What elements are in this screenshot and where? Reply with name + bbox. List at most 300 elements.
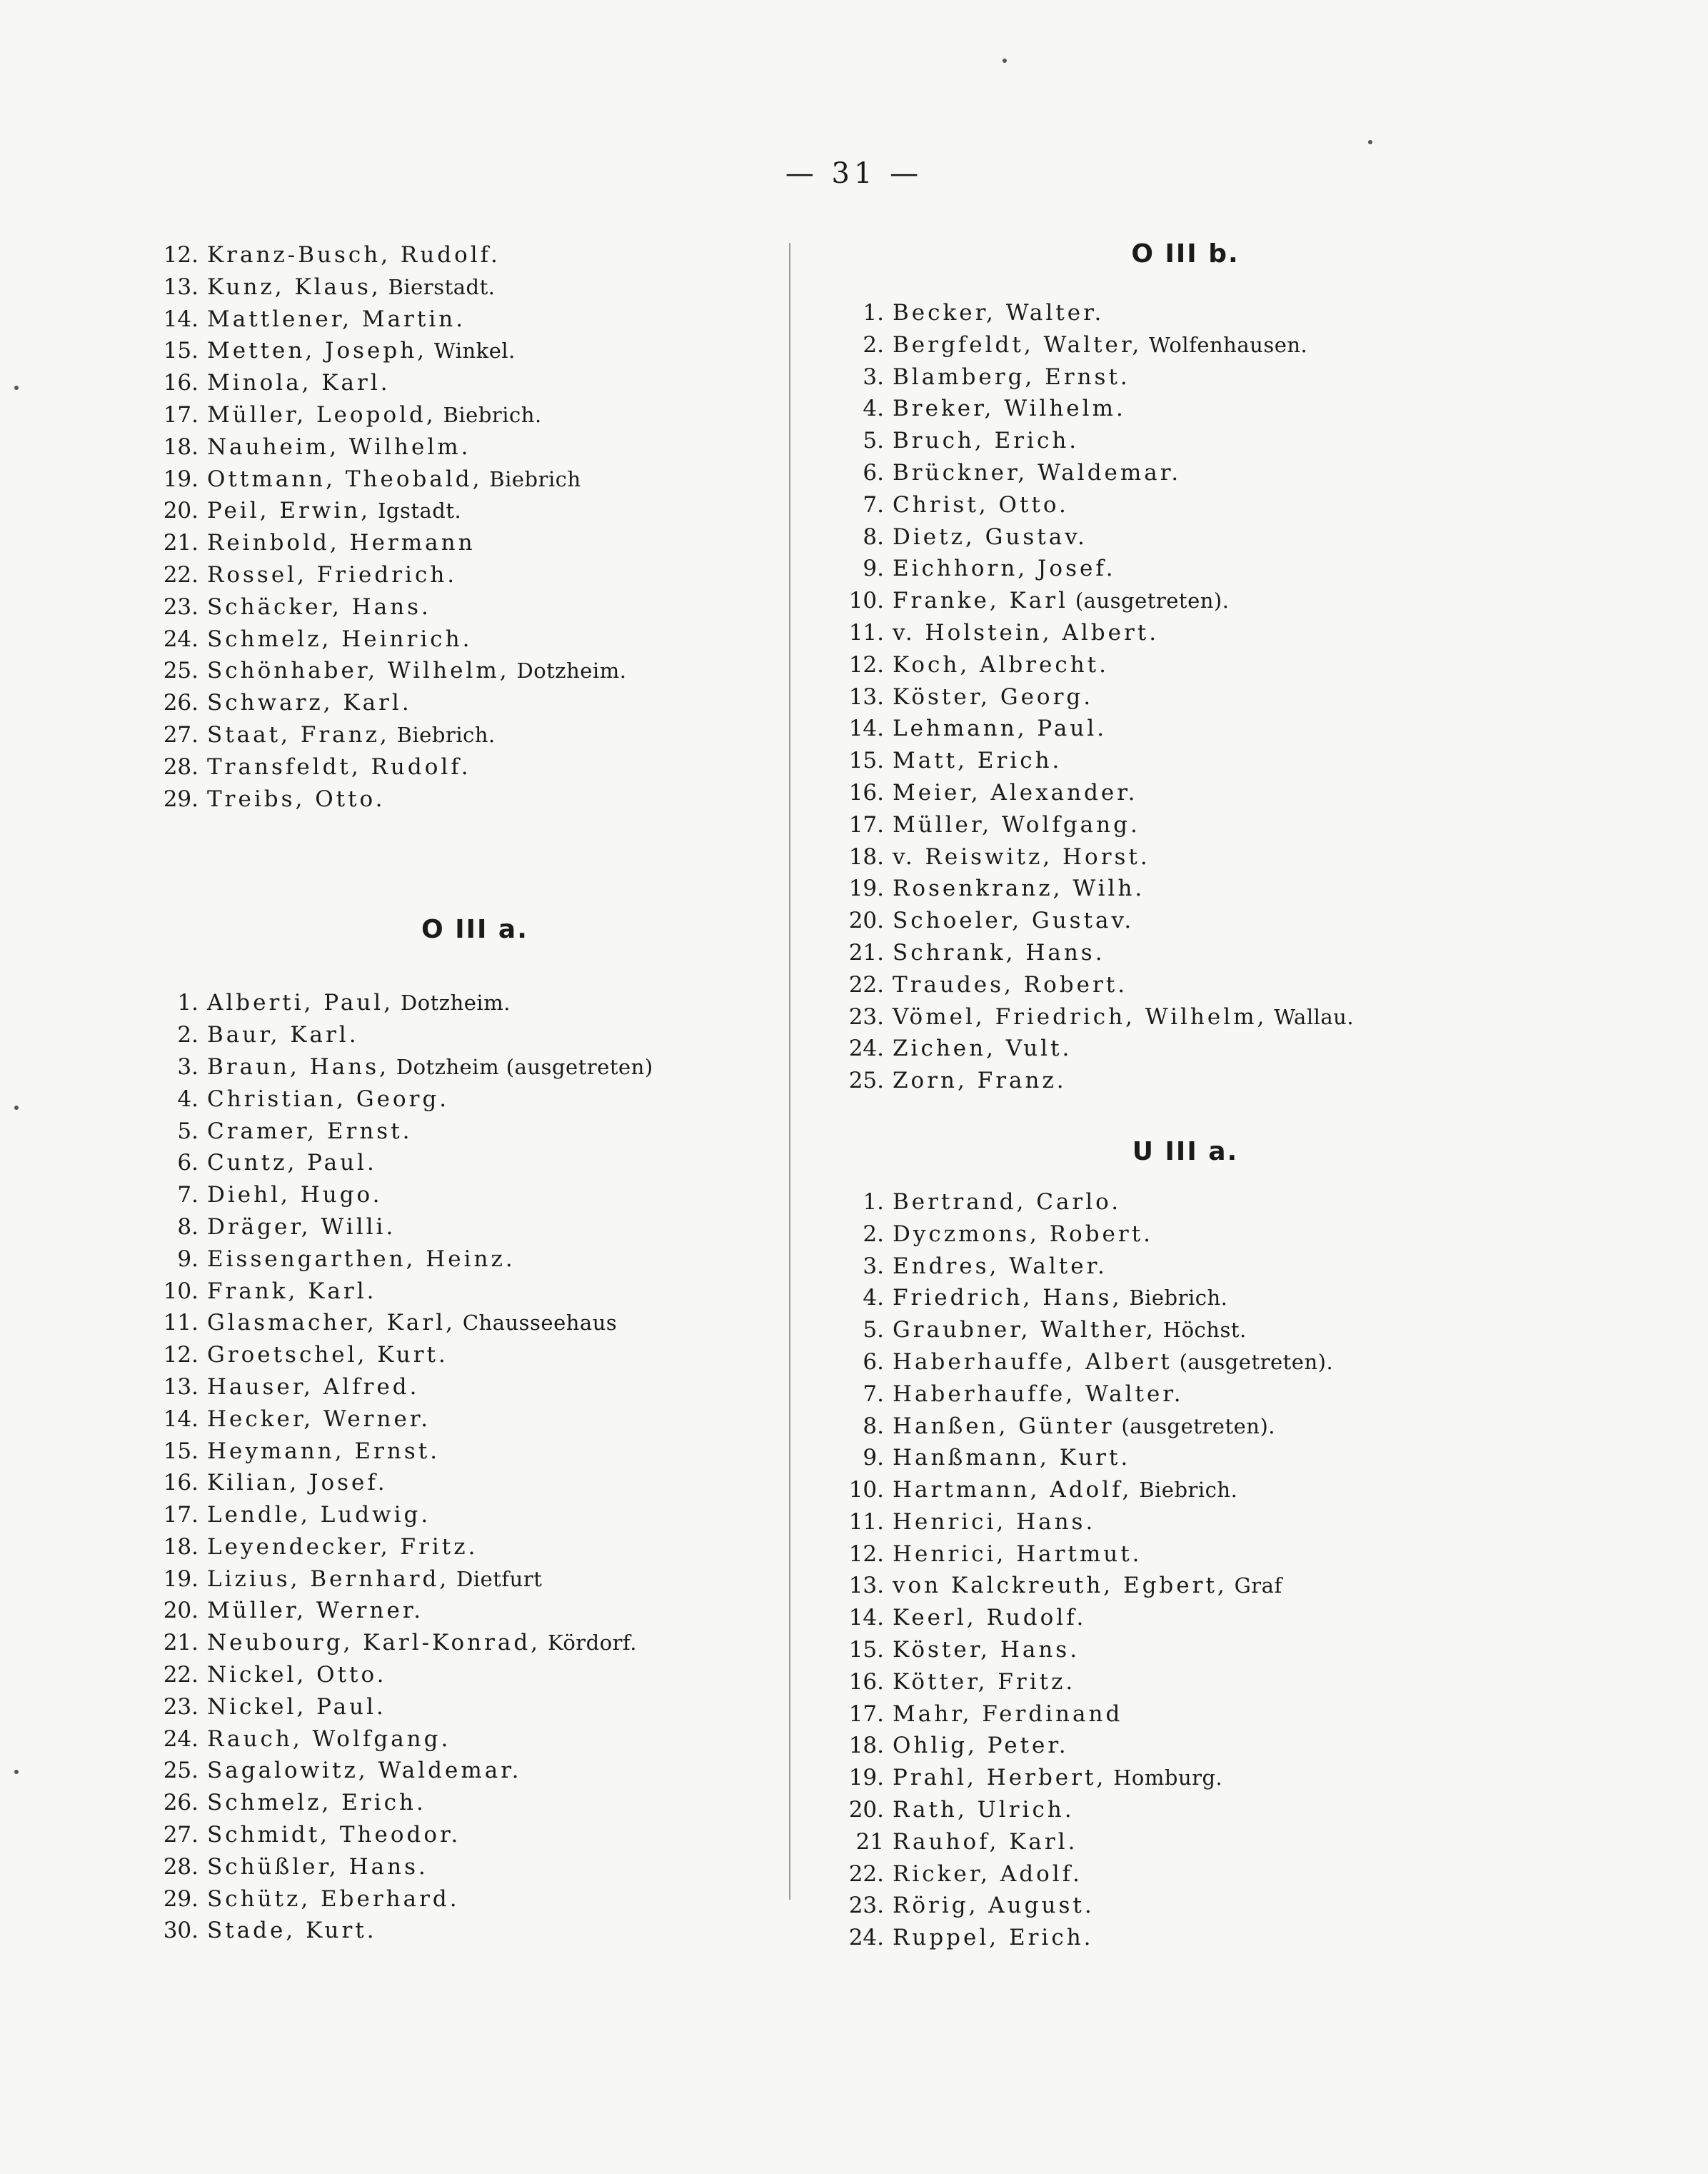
entry-location: (ausgetreten). [1179, 1349, 1334, 1374]
entry-number: 4. [863, 1285, 884, 1311]
student-name: Schwarz, Karl. [207, 690, 412, 716]
list-item [143, 1307, 807, 1339]
list-item [828, 521, 1542, 553]
student-name: Ricker, Adolf. [893, 1860, 1082, 1887]
entry-number: 16. [848, 779, 884, 806]
student-name: Hanßen, Günter [893, 1413, 1115, 1439]
list-item [143, 623, 807, 656]
student-name: Cramer, Ernst. [207, 1118, 413, 1144]
list-item [828, 457, 1542, 489]
list-item [143, 464, 807, 496]
list-item [143, 1659, 807, 1691]
entry-number: 15. [163, 1438, 199, 1464]
list-item [828, 841, 1542, 873]
list-item [828, 1001, 1542, 1033]
list-item [828, 1794, 1542, 1826]
list-item [828, 425, 1542, 457]
scan-speck [14, 1770, 19, 1774]
entry-number: 22. [163, 1662, 199, 1688]
entry-number: 19. [163, 1566, 199, 1592]
list-item [143, 1531, 807, 1563]
student-name: Henrici, Hans. [893, 1508, 1096, 1535]
list-item [828, 1570, 1542, 1602]
list-item [828, 1346, 1542, 1378]
entry-number: 15. [848, 748, 884, 774]
list-item [828, 1666, 1542, 1698]
entry-number: 19. [848, 1765, 884, 1791]
student-name: Schmelz, Erich. [207, 1790, 426, 1816]
entry-number: 19. [163, 466, 199, 492]
list-item [828, 585, 1542, 617]
student-name: Nickel, Otto. [207, 1662, 387, 1688]
entry-number: 6. [863, 459, 884, 486]
page-number: — 31 — [785, 157, 923, 190]
list-item [143, 1116, 807, 1148]
student-name: Schmidt, Theodor. [207, 1822, 461, 1848]
student-name: Rosenkranz, Wilh. [893, 876, 1145, 902]
list-item [143, 1563, 807, 1596]
entry-location: Homburg. [1113, 1765, 1223, 1790]
list-item [828, 1282, 1542, 1314]
list-item [828, 1474, 1542, 1506]
student-name: Braun, Hans, [207, 1053, 389, 1080]
student-name: Staat, Franz, [207, 721, 390, 748]
list-item [143, 1723, 807, 1755]
student-name: Zorn, Franz. [893, 1068, 1067, 1094]
entry-number: 9. [863, 1445, 884, 1471]
student-name: Hecker, Werner. [207, 1406, 431, 1432]
student-name: Becker, Walter. [893, 300, 1105, 326]
student-name: Alberti, Paul, [207, 990, 394, 1016]
entry-location: Igstadt. [377, 499, 462, 524]
student-name: Baur, Karl. [207, 1022, 359, 1048]
entry-location: Biebrich. [1139, 1478, 1238, 1503]
student-name: Hauser, Alfred. [207, 1373, 420, 1400]
student-name: Rörig, August. [893, 1893, 1095, 1919]
entry-number: 23. [163, 593, 199, 620]
entry-number: 28. [163, 1853, 199, 1880]
student-name: Franke, Karl [893, 588, 1068, 614]
entry-number: 7. [177, 1182, 199, 1208]
section-heading-o-iii-b: O III b. [1131, 239, 1240, 269]
scan-speck [14, 386, 19, 390]
list-item [828, 553, 1542, 585]
entry-number: 2. [177, 1022, 199, 1048]
list-item [143, 1436, 807, 1468]
list-item [143, 1147, 807, 1179]
list-item [828, 1634, 1542, 1666]
entry-number: 16. [163, 370, 199, 396]
student-name: Graubner, Walther, [893, 1317, 1156, 1343]
entry-number: 13. [163, 274, 199, 300]
student-name: Kunz, Klaus, [207, 274, 381, 300]
entry-number: 17. [163, 1502, 199, 1528]
student-name: Eichhorn, Josef. [893, 556, 1116, 582]
entry-location: (ausgetreten). [1075, 588, 1230, 613]
entry-number: 15. [848, 1637, 884, 1663]
list-item [828, 1411, 1542, 1443]
student-name: Lendle, Ludwig. [207, 1502, 431, 1528]
entry-number: 4. [863, 396, 884, 422]
entry-number: 6. [177, 1150, 199, 1176]
entry-number: 1. [177, 990, 199, 1016]
list-item [143, 304, 807, 336]
entry-number: 14. [163, 1406, 199, 1432]
student-name: Leyendecker, Fritz. [207, 1533, 478, 1560]
entry-number: 7. [863, 1381, 884, 1407]
list-item [828, 873, 1542, 905]
student-name: Christian, Georg. [207, 1086, 450, 1112]
student-name: Christ, Otto. [893, 491, 1069, 518]
student-name: Bruch, Erich. [893, 428, 1080, 454]
entry-number: 26. [163, 690, 199, 716]
list-item [828, 329, 1542, 361]
student-name: Dietz, Gustav. [893, 524, 1087, 550]
list-item [143, 1915, 807, 1947]
entry-number: 9. [863, 556, 884, 582]
entry-number: 10. [848, 1477, 884, 1503]
list-item [828, 1442, 1542, 1474]
student-name: Ruppel, Erich. [893, 1925, 1094, 1951]
list-item [828, 393, 1542, 425]
list-item [828, 1890, 1542, 1922]
student-name: Transfeldt, Rudolf. [207, 753, 471, 780]
entry-location: Dotzheim. [400, 991, 511, 1016]
student-name: Henrici, Hartmut. [893, 1541, 1142, 1567]
list-item [828, 297, 1542, 329]
entry-number: 8. [177, 1213, 199, 1240]
entry-number: 13. [848, 1573, 884, 1599]
entry-number: 18. [848, 843, 884, 870]
entry-location: Bierstadt. [388, 274, 496, 299]
list-item [143, 1467, 807, 1499]
student-name: Hartmann, Adolf, [893, 1477, 1132, 1503]
student-name: Haberhauffe, Albert [893, 1348, 1172, 1375]
student-name: Brückner, Waldemar. [893, 459, 1182, 486]
scan-speck [14, 1106, 19, 1110]
student-name: Ottmann, Theobald, [207, 466, 483, 492]
entry-number: 8. [863, 524, 884, 550]
student-name: Kötter, Fritz. [893, 1668, 1076, 1695]
list-item [143, 751, 807, 783]
list-item [143, 1083, 807, 1116]
list-item [828, 1033, 1542, 1065]
student-name: Nickel, Paul. [207, 1693, 386, 1720]
list-item [143, 1211, 807, 1243]
section-heading-o-iii-a: O III a. [421, 915, 528, 945]
list-item [143, 1755, 807, 1787]
student-name: Schäcker, Hans. [207, 593, 431, 620]
entry-number: 21. [163, 1630, 199, 1656]
entry-number: 13. [163, 1373, 199, 1400]
entry-number: 27. [163, 1822, 199, 1848]
entry-number: 3. [863, 364, 884, 390]
list-item [828, 489, 1542, 521]
entry-location: Dietfurt [456, 1566, 543, 1591]
student-name: Matt, Erich. [893, 748, 1063, 774]
entry-number: 22. [163, 561, 199, 588]
list-item [143, 1403, 807, 1436]
list-item [828, 745, 1542, 777]
entry-number: 18. [163, 434, 199, 460]
student-name: Bergfeldt, Walter, [893, 331, 1142, 358]
student-name: Zichen, Vult. [893, 1036, 1072, 1062]
entry-number: 23. [848, 1893, 884, 1919]
entry-location: Biebrich [489, 466, 581, 491]
list-item [828, 1065, 1542, 1097]
list-item [828, 713, 1542, 745]
list-item [828, 1538, 1542, 1571]
entry-number: 3. [177, 1053, 199, 1080]
list-item [828, 649, 1542, 681]
entry-number: 12. [848, 651, 884, 678]
entry-number: 3. [863, 1253, 884, 1279]
entry-number: 10. [163, 1278, 199, 1304]
continued-list [143, 239, 807, 815]
list-item [143, 719, 807, 751]
entry-number: 21 [855, 1828, 884, 1855]
list-item [143, 1371, 807, 1403]
student-name: von Kalckreuth, Egbert, [893, 1573, 1227, 1599]
entry-location: Biebrich. [396, 722, 496, 747]
entry-number: 24. [848, 1925, 884, 1951]
student-name: Schmelz, Heinrich. [207, 626, 473, 652]
list-item [828, 1378, 1542, 1411]
entry-location: Biebrich. [1129, 1286, 1228, 1311]
entry-number: 6. [863, 1348, 884, 1375]
list-item [143, 591, 807, 623]
student-name: Schüßler, Hans. [207, 1853, 428, 1880]
entry-number: 15. [163, 338, 199, 364]
entry-number: 17. [848, 811, 884, 838]
student-name: Reinbold, Hermann [207, 530, 476, 556]
student-name: Frank, Karl. [207, 1278, 377, 1304]
list-item [143, 1339, 807, 1371]
entry-location: Dotzheim. [516, 658, 627, 683]
student-name: Neubourg, Karl-Konrad, [207, 1630, 541, 1656]
list-item [828, 1730, 1542, 1762]
entry-number: 13. [848, 683, 884, 710]
entry-number: 25. [163, 658, 199, 684]
entry-number: 17. [163, 401, 199, 428]
section-list-o-iii-b [828, 297, 1542, 1097]
entry-number: 12. [163, 1342, 199, 1368]
list-item [143, 1851, 807, 1883]
entry-location: Wolfenhausen. [1149, 332, 1308, 357]
entry-number: 23. [163, 1693, 199, 1720]
section-heading-u-iii-a: U III a. [1132, 1136, 1239, 1166]
entry-number: 27. [163, 721, 199, 748]
list-item [828, 969, 1542, 1001]
list-item [828, 777, 1542, 809]
list-item [143, 367, 807, 399]
student-name: Keerl, Rudolf. [893, 1605, 1087, 1631]
scan-speck [1368, 140, 1372, 144]
entry-number: 12. [848, 1541, 884, 1567]
list-item [828, 1251, 1542, 1283]
entry-number: 14. [848, 716, 884, 742]
list-item [828, 1506, 1542, 1538]
student-name: Rossel, Friedrich. [207, 561, 458, 588]
entry-number: 20. [848, 1797, 884, 1823]
student-name: Eissengarthen, Heinz. [207, 1246, 516, 1272]
entry-number: 5. [177, 1118, 199, 1144]
student-name: Müller, Werner. [207, 1598, 424, 1624]
list-item [828, 905, 1542, 937]
student-name: Ohlig, Peter. [893, 1733, 1069, 1759]
entry-number: 20. [163, 1598, 199, 1624]
list-item [828, 1602, 1542, 1634]
entry-number: 1. [863, 1188, 884, 1215]
list-item [828, 1314, 1542, 1346]
entry-location: Biebrich. [443, 402, 542, 427]
entry-number: 4. [177, 1086, 199, 1112]
list-item [143, 1595, 807, 1627]
list-item [143, 1787, 807, 1819]
student-name: Stade, Kurt. [207, 1918, 377, 1944]
entry-number: 18. [163, 1533, 199, 1560]
entry-number: 2. [863, 1221, 884, 1247]
student-name: Koch, Albrecht. [893, 651, 1109, 678]
entry-number: 2. [863, 331, 884, 358]
entry-number: 20. [163, 498, 199, 524]
list-item [143, 431, 807, 464]
student-name: Peil, Erwin, [207, 498, 371, 524]
entry-number: 11. [163, 1310, 199, 1336]
list-item [143, 1179, 807, 1211]
entry-number: 1. [863, 300, 884, 326]
list-item [828, 1858, 1542, 1890]
entry-number: 24. [163, 626, 199, 652]
entry-number: 19. [848, 876, 884, 902]
student-name: Rath, Ulrich. [893, 1797, 1075, 1823]
entry-number: 26. [163, 1790, 199, 1816]
student-name: Köster, Georg. [893, 683, 1094, 710]
list-item [143, 1019, 807, 1051]
entry-number: 29. [163, 786, 199, 812]
student-name: Mattlener, Martin. [207, 306, 466, 332]
student-name: Nauheim, Wilhelm. [207, 434, 471, 460]
entry-number: 10. [848, 588, 884, 614]
entry-number: 12. [163, 242, 199, 268]
student-name: Sagalowitz, Waldemar. [207, 1758, 522, 1784]
student-name: Meier, Alexander. [893, 779, 1138, 806]
entry-number: 11. [848, 619, 884, 646]
entry-location: Graf [1234, 1573, 1282, 1598]
entry-location: (ausgetreten). [1121, 1413, 1275, 1438]
list-item [143, 687, 807, 719]
entry-number: 24. [848, 1036, 884, 1062]
entry-number: 22. [848, 1860, 884, 1887]
student-name: Schütz, Eberhard. [207, 1885, 460, 1912]
student-name: Groetschel, Kurt. [207, 1342, 448, 1368]
student-name: Endres, Walter. [893, 1253, 1107, 1279]
student-name: v. Reiswitz, Horst. [893, 843, 1150, 870]
student-name: Glasmacher, Karl, [207, 1310, 456, 1336]
student-name: Dyczmons, Robert. [893, 1221, 1154, 1247]
list-item [143, 1276, 807, 1308]
student-name: Schönhaber, Wilhelm, [207, 658, 510, 684]
list-item [828, 937, 1542, 969]
entry-number: 5. [863, 1317, 884, 1343]
student-name: Schrank, Hans. [893, 939, 1105, 966]
list-item [828, 1698, 1542, 1730]
entry-location: Winkel. [433, 339, 516, 364]
student-name: Rauch, Wolfgang. [207, 1725, 451, 1752]
student-name: Blamberg, Ernst. [893, 364, 1130, 390]
entry-number: 20. [848, 908, 884, 934]
entry-number: 28. [163, 753, 199, 780]
entry-number: 16. [163, 1470, 199, 1496]
list-item [828, 1826, 1542, 1858]
student-name: Friedrich, Hans, [893, 1285, 1122, 1311]
entry-number: 14. [163, 306, 199, 332]
entry-number: 30. [163, 1918, 199, 1944]
student-name: Hanßmann, Kurt. [893, 1445, 1131, 1471]
list-item [143, 1691, 807, 1723]
list-item [828, 809, 1542, 841]
entry-number: 21. [163, 530, 199, 556]
student-name: Lehmann, Paul. [893, 716, 1107, 742]
student-name: Vömel, Friedrich, Wilhelm, [893, 1003, 1267, 1030]
student-name: v. Holstein, Albert. [893, 619, 1160, 646]
list-item [143, 399, 807, 431]
entry-number: 24. [163, 1725, 199, 1752]
list-item [143, 495, 807, 527]
list-item [143, 783, 807, 816]
entry-location: Dotzheim (ausgetreten) [396, 1054, 653, 1079]
list-item [143, 559, 807, 591]
student-name: Mahr, Ferdinand [893, 1700, 1123, 1727]
list-item [143, 987, 807, 1019]
student-name: Lizius, Bernhard, [207, 1566, 450, 1592]
student-name: Heymann, Ernst. [207, 1438, 441, 1464]
student-name: Bertrand, Carlo. [893, 1188, 1122, 1215]
entry-number: 9. [177, 1246, 199, 1272]
left-column [143, 239, 807, 1947]
student-name: Breker, Wilhelm. [893, 396, 1126, 422]
entry-location: Wallau. [1274, 1004, 1355, 1029]
list-item [143, 1499, 807, 1531]
list-item [143, 239, 807, 271]
student-name: Kranz-Busch, Rudolf. [207, 242, 501, 268]
student-name: Schoeler, Gustav. [893, 908, 1135, 934]
entry-location: Chausseehaus [462, 1311, 618, 1336]
right-column [828, 239, 1542, 1954]
entry-number: 7. [863, 491, 884, 518]
list-item [143, 271, 807, 304]
student-name: Köster, Hans. [893, 1637, 1080, 1663]
entry-number: 17. [848, 1700, 884, 1727]
entry-number: 23. [848, 1003, 884, 1030]
entry-location: Kördorf. [547, 1631, 637, 1655]
list-item [828, 617, 1542, 649]
list-item [143, 1051, 807, 1083]
student-name: Müller, Leopold, [207, 401, 436, 428]
entry-number: 8. [863, 1413, 884, 1439]
entry-number: 18. [848, 1733, 884, 1759]
list-item [143, 1627, 807, 1659]
student-name: Kilian, Josef. [207, 1470, 388, 1496]
student-name: Haberhauffe, Walter. [893, 1381, 1184, 1407]
student-name: Traudes, Robert. [893, 971, 1128, 998]
student-name: Rauhof, Karl. [893, 1828, 1078, 1855]
list-item [143, 335, 807, 367]
student-name: Prahl, Herbert, [893, 1765, 1107, 1791]
list-item [828, 1762, 1542, 1794]
entry-number: 25. [848, 1068, 884, 1094]
list-item [828, 1922, 1542, 1954]
